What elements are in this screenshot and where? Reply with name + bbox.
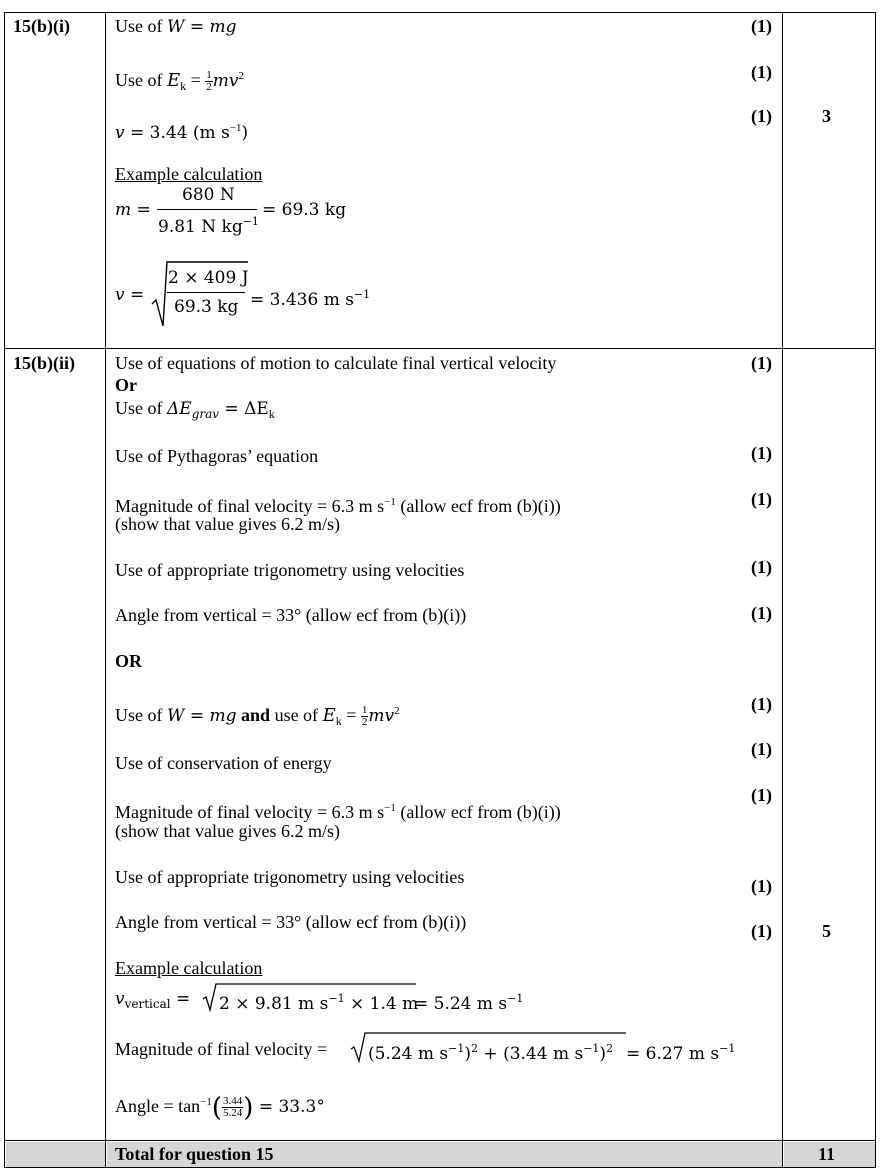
mark: (1) [751, 785, 772, 805]
open-paren: ( [211, 1093, 223, 1123]
result-text: = 5.24 m s [414, 994, 508, 1014]
v-denominator: 69.3 kg [174, 297, 239, 317]
text: Magnitude of final velocity = 6.3 m s [115, 802, 385, 822]
v-numerator: 2 × 409 J [168, 268, 249, 288]
text: Use of [115, 398, 167, 418]
mark: (1) [751, 106, 772, 126]
line-pythagoras: Use of Pythagoras’ equation [115, 446, 319, 466]
v-eq: v = [115, 285, 145, 305]
rad-rest: × 1.4 m [344, 994, 419, 1014]
numerator: 3.44 [223, 1095, 243, 1108]
term-a: (5.24 m s [368, 1044, 449, 1064]
row-divider-1 [4, 348, 876, 349]
v-result-text: = 3.436 m s [250, 290, 354, 310]
m-result: = 69.3 kg [262, 200, 347, 220]
exponent: −1 [384, 496, 396, 508]
exponent: 2 [238, 70, 245, 82]
text: Use of [115, 70, 167, 90]
mark: (1) [751, 921, 772, 941]
use-of: use of [274, 705, 323, 725]
ek-symbol: E [167, 70, 181, 91]
line-angle-b: Angle from vertical = 33° (allow ecf from (b)(i)) [115, 912, 467, 932]
vvert-radicand [219, 988, 418, 1015]
exponent: −1 [448, 1042, 465, 1055]
denominator: 2 [361, 716, 368, 729]
delta-lhs-sub: grav [191, 407, 220, 421]
vvert-result [414, 988, 523, 1015]
part-total: 3 [822, 106, 831, 126]
part-label: 15(b)(i) [13, 16, 70, 36]
table-border-left [4, 12, 5, 1168]
m-numerator: 680 N [182, 185, 235, 205]
exponent: −1 [507, 992, 524, 1005]
close-b: ) [599, 1044, 607, 1064]
mark: (1) [751, 16, 772, 36]
v-fraction-bar [167, 292, 245, 293]
and-word: and [236, 705, 275, 725]
close-paren: ) [243, 1093, 254, 1123]
angle-fraction [222, 1096, 243, 1119]
rad-text: 2 × 9.81 m s [219, 994, 329, 1014]
vvert-symbol: v [115, 989, 125, 1009]
equals: = [341, 705, 361, 725]
mark: (1) [751, 443, 772, 463]
exponent: −1 [229, 122, 242, 134]
line-combo [115, 700, 400, 732]
angle-prefix: Angle = tan [115, 1096, 201, 1116]
table-border-top [4, 12, 876, 13]
closing-bracket: ) [241, 123, 249, 143]
w-equation: W = mg [167, 706, 237, 726]
example-heading: Example calculation [115, 164, 263, 184]
ek-subscript: k [335, 714, 342, 728]
footer-label: Total for question 15 [115, 1144, 274, 1164]
v-lhs [115, 284, 144, 306]
v-value: = 3.44 (m s [124, 123, 230, 143]
part-label: 15(b)(ii) [13, 353, 75, 373]
text: Use of [115, 705, 167, 725]
line-delta [115, 397, 275, 425]
mark-line-w [115, 15, 237, 38]
magcalc-result [626, 1038, 735, 1065]
delta-eq: = ΔE [219, 399, 269, 419]
mark: (1) [751, 353, 772, 373]
line-conservation: Use of conservation of energy [115, 753, 332, 773]
text: Magnitude of final velocity = 6.3 m s [115, 496, 385, 516]
table-border-bottom [4, 1167, 876, 1168]
mark: (1) [751, 876, 772, 896]
equation: W = mg [167, 17, 237, 37]
vvert-subscript: vertical [124, 997, 171, 1011]
ek-subscript: k [180, 79, 187, 93]
v-symbol: v [115, 123, 125, 143]
magcalc-prefix: Magnitude of final velocity = [115, 1039, 328, 1059]
result-text: = 6.27 m s [626, 1044, 720, 1064]
example-heading: Example calculation [115, 958, 263, 978]
denominator: 5.24 [223, 1107, 243, 1120]
mark: (1) [751, 603, 772, 623]
text-rest: (allow ecf from (b)(i)) [395, 802, 561, 822]
exponent: −1 [200, 1096, 212, 1108]
power: 2 [606, 1042, 614, 1055]
mark-line-ek [115, 65, 244, 97]
mv-squared: mv [368, 706, 395, 726]
line-trig-a: Use of appropriate trigonometry using velocities [115, 560, 465, 580]
plus: + [478, 1044, 504, 1064]
exponent: 2 [394, 705, 400, 717]
col-divider-1 [105, 12, 106, 1168]
v-result [250, 284, 370, 311]
mark: (1) [751, 489, 772, 509]
equals: = [186, 70, 206, 90]
exponent: −1 [242, 215, 259, 228]
delta-rhs-sub: k [268, 407, 275, 421]
vvert-lhs [115, 988, 190, 1015]
exponent: −1 [719, 1042, 736, 1055]
mark: (1) [751, 694, 772, 714]
m-denominator [158, 211, 259, 238]
mark-line-v [115, 117, 248, 144]
equals: = [170, 989, 191, 1009]
part-total: 5 [822, 921, 831, 941]
exponent: −1 [353, 288, 371, 301]
line-show-a: (show that value gives 6.2 m/s) [115, 514, 340, 534]
line-eom: Use of equations of motion to calculate final vertical velocity [115, 353, 557, 373]
mark: (1) [751, 62, 772, 82]
close-a: ) [464, 1044, 471, 1064]
half-fraction [205, 70, 213, 93]
numerator: 1 [361, 704, 368, 717]
m-eq: m = [115, 200, 151, 220]
numerator: 1 [206, 69, 212, 82]
term-b: (3.44 m s [503, 1044, 584, 1064]
power: 2 [471, 1042, 478, 1055]
line-angle-a: Angle from vertical = 33° (allow ecf from (b)(i)) [115, 605, 467, 625]
magcalc-radicand [368, 1038, 613, 1065]
footer-shade-left [6, 1142, 106, 1168]
text: Use of [115, 16, 167, 36]
table-border-right [875, 12, 876, 1168]
den-text: 9.81 N kg [158, 217, 243, 237]
line-trig-b: Use of appropriate trigonometry using velocities [115, 867, 465, 887]
m-lhs [115, 199, 151, 221]
footer-total: 11 [818, 1144, 836, 1164]
or-big: OR [115, 651, 142, 671]
mv-squared: mv [212, 71, 239, 91]
exponent: −1 [583, 1042, 600, 1055]
angle-calc [115, 1091, 325, 1123]
ek-symbol: E [322, 705, 336, 726]
angle-result: = 33.3° [253, 1097, 325, 1117]
line-show-b: (show that value gives 6.2 m/s) [115, 821, 340, 841]
denominator: 2 [206, 81, 212, 94]
exponent: −1 [328, 992, 345, 1005]
col-divider-2 [782, 12, 783, 1168]
mark: (1) [751, 557, 772, 577]
text-rest: (allow ecf from (b)(i)) [395, 496, 561, 516]
mark: (1) [751, 739, 772, 759]
delta-lhs: ΔE [167, 399, 192, 419]
exponent: −1 [384, 802, 396, 814]
or-small: Or [115, 375, 137, 395]
